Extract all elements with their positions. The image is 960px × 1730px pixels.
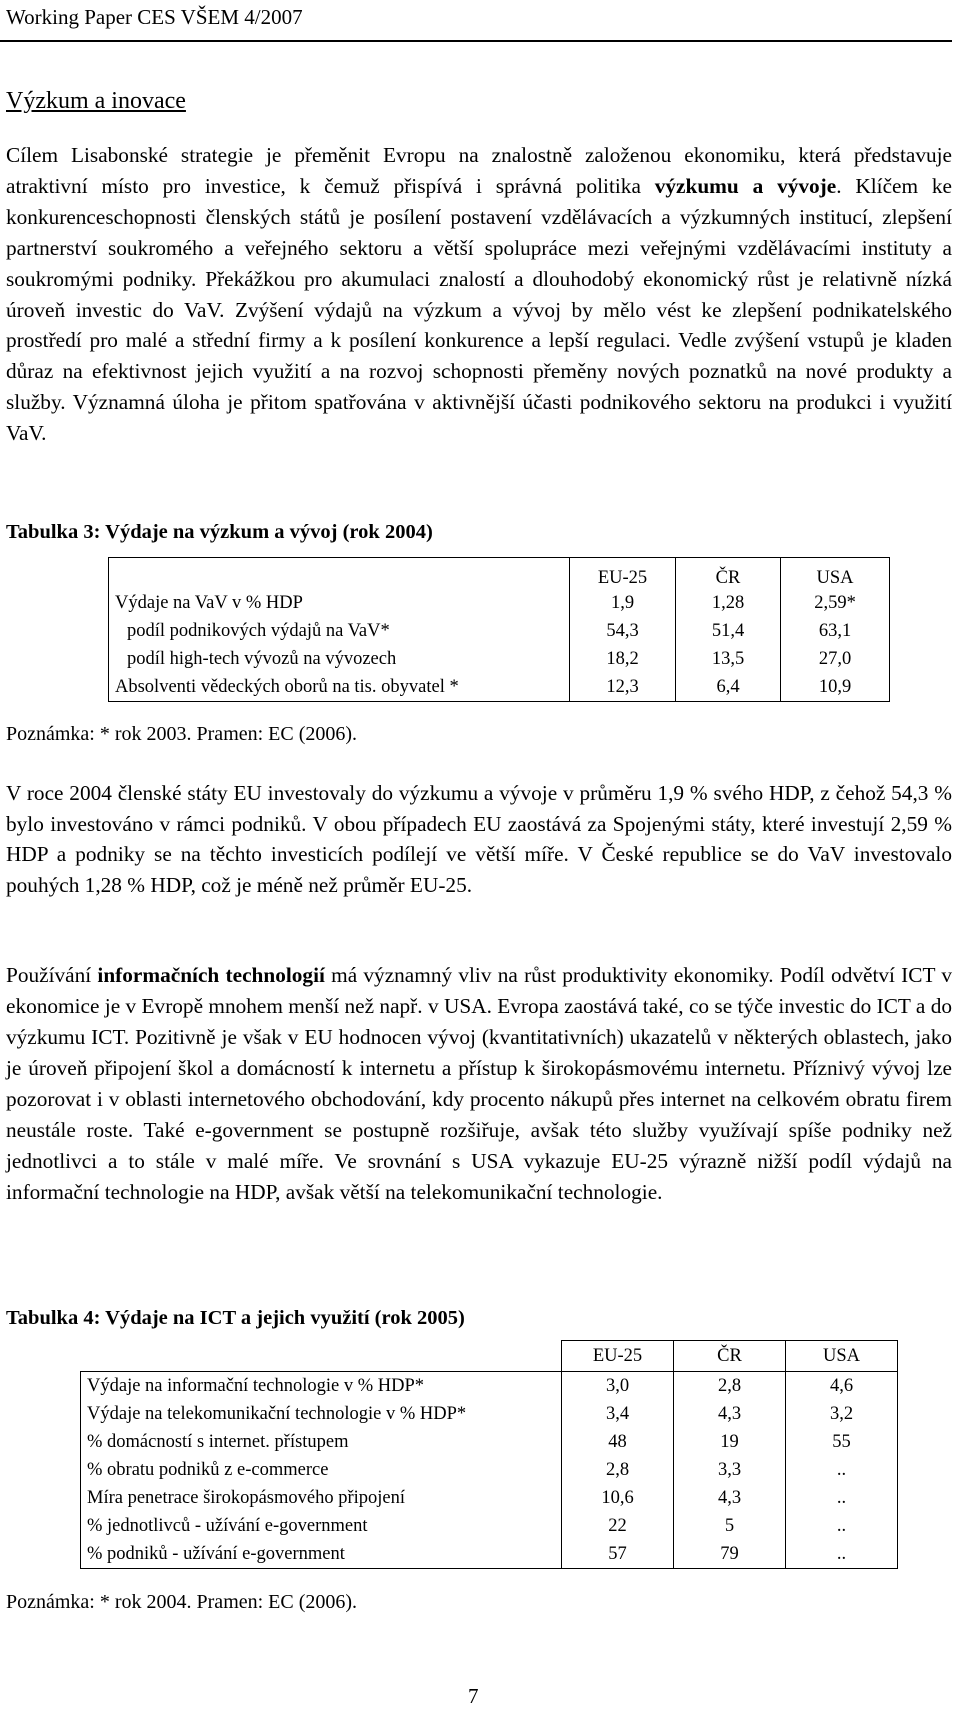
cell: 12,3 (570, 673, 676, 702)
cell: 57 (562, 1540, 674, 1569)
paragraph-ict (6, 960, 952, 1208)
table3-col-header: USA (781, 558, 890, 590)
cell: 3,2 (786, 1400, 898, 1428)
row-label: Výdaje na telekomunikační technologie v % HDP* (81, 1400, 562, 1428)
section-title: Výzkum a inovace (6, 88, 186, 114)
row-label: Výdaje na informační technologie v % HDP* (81, 1372, 562, 1401)
row-label: Výdaje na VaV v % HDP (109, 589, 570, 617)
table3-caption: Tabulka 3: Výdaje na výzkum a vývoj (rok 2004) (6, 521, 433, 543)
row-label: podíl high-tech vývozů na vývozech (109, 645, 570, 673)
cell: 79 (674, 1540, 786, 1569)
table3-col-header: EU-25 (570, 558, 676, 590)
cell: .. (786, 1512, 898, 1540)
cell: .. (786, 1540, 898, 1569)
cell: .. (786, 1484, 898, 1512)
paragraph-lisbon-strategy (6, 140, 952, 449)
table-row (109, 589, 890, 617)
table3 (108, 557, 890, 702)
cell: 3,3 (674, 1456, 786, 1484)
cell: 3,4 (562, 1400, 674, 1428)
table-row (109, 617, 890, 645)
cell: 10,9 (781, 673, 890, 702)
cell: 4,3 (674, 1484, 786, 1512)
cell: 13,5 (676, 645, 781, 673)
table4 (80, 1340, 898, 1569)
cell: .. (786, 1456, 898, 1484)
paragraph-text: . Klíčem ke konkurenceschopnosti členských států je posílení postavení vzdělávacích a výzkumných institucí, zlepšení partnerství soukromého a veřejného sektoru a větší spolupráce mezi veřejnými vzdělávacími instituty a soukromými podniky. Překážkou pro akumulaci znalostí a dlouhodobý ekonomický růst je relativně nízká úroveň investic do VaV. Zvýšení výdajů na výzkum a vývoj by mělo vést ke zlepšení podnikatelského prostředí pro malé a střední firmy a k posílení konkurence a lepší regulaci. Vedle zvýšení vstupů je kladen důraz na efektivnost jejich využití a na rozvoj schopnosti přeměny nových poznatků na nové produkty a služby. Významná úloha je přitom spatřována v aktivnější účasti podnikového sektoru na produkci i využití VaV. (6, 173, 952, 446)
row-label: % podniků - užívání e-government (81, 1540, 562, 1569)
table-row (81, 1512, 898, 1540)
table-row (109, 673, 890, 702)
table-row (81, 1428, 898, 1456)
page-number: 7 (468, 1684, 479, 1708)
paragraph-text: Cílem Lisabonské strategie je přeměnit Evropu na znalostně založenou ekonomiku, která představuje atraktivní místo pro investice, k čemuž přispívá i správná politika (6, 143, 952, 198)
cell: 55 (786, 1428, 898, 1456)
table4-corner (81, 1341, 562, 1372)
row-label: Míra penetrace širokopásmového připojení (81, 1484, 562, 1512)
cell: 2,59* (781, 589, 890, 617)
cell: 5 (674, 1512, 786, 1540)
table3-col-header: ČR (676, 558, 781, 590)
cell: 6,4 (676, 673, 781, 702)
cell: 1,28 (676, 589, 781, 617)
paragraph-text: Používání (6, 963, 98, 987)
row-label: Absolventi vědeckých oborů na tis. obyvatel * (109, 673, 570, 702)
cell: 3,0 (562, 1372, 674, 1401)
cell: 48 (562, 1428, 674, 1456)
table-row (81, 1456, 898, 1484)
table3-header-row (109, 558, 890, 590)
table3-note: Poznámka: * rok 2003. Pramen: EC (2006). (6, 723, 358, 745)
paragraph-rd-spending: V roce 2004 členské státy EU investovaly do výzkumu a vývoje v průměru 1,9 % svého HDP, z čehož 54,3 % bylo investováno v rámci podniků. V obou případech EU zaostává za Spojenými státy, které investují 2,59 % HDP a podniky se na těchto investicích podílejí ve větší míře. V České republice se do VaV investovalo pouhých 1,28 % HDP, což je méně než průměr EU-25. (6, 781, 952, 897)
row-label: % domácností s internet. přístupem (81, 1428, 562, 1456)
cell: 51,4 (676, 617, 781, 645)
cell: 63,1 (781, 617, 890, 645)
cell: 4,6 (786, 1372, 898, 1401)
table-row (81, 1484, 898, 1512)
cell: 19 (674, 1428, 786, 1456)
table-row (81, 1372, 898, 1401)
table4-caption: Tabulka 4: Výdaje na ICT a jejich využití (rok 2005) (6, 1307, 465, 1329)
running-header: Working Paper CES VŠEM 4/2007 (6, 5, 303, 29)
paragraph-text: má významný vliv na růst produktivity ekonomiky. Podíl odvětví ICT v ekonomice je v Evropě mnohem menší než např. v USA. Evropa zaostává také, co se týče investic do ICT a do výzkumu ICT. Pozitivně je však v EU hodnocen vývoj (kvantitativních) ukazatelů v některých oblastech, jako je úroveň připojení škol a domácností k internetu a přístup k širokopásmovému internetu. Příznivý vývoj lze pozorovat i v oblasti internetového obchodování, kdy procento nákupů přes internet na celkovém obratu firem neustále roste. Také e-government se postupně rozšiřuje, avšak této služby využívají spíše podniky než jednotlivci a to stále v malé míře. Ve srovnání s USA vykazuje EU-25 výrazně nižší podíl výdajů na informační technologie na HDP, avšak větší na telekomunikační technologie. (6, 963, 952, 1204)
table4-col-header: EU-25 (562, 1341, 674, 1372)
table-row (109, 645, 890, 673)
cell: 1,9 (570, 589, 676, 617)
row-label: % jednotlivců - užívání e-government (81, 1512, 562, 1540)
cell: 4,3 (674, 1400, 786, 1428)
cell: 2,8 (562, 1456, 674, 1484)
table3-corner (109, 558, 570, 590)
cell: 27,0 (781, 645, 890, 673)
row-label: podíl podnikových výdajů na VaV* (109, 617, 570, 645)
table4-note: Poznámka: * rok 2004. Pramen: EC (2006). (6, 1591, 358, 1613)
row-label: % obratu podniků z e-commerce (81, 1456, 562, 1484)
header-rule (0, 40, 952, 42)
cell: 22 (562, 1512, 674, 1540)
cell: 18,2 (570, 645, 676, 673)
table4-header-row (81, 1341, 898, 1372)
table-row (81, 1540, 898, 1569)
cell: 10,6 (562, 1484, 674, 1512)
bold-term: informačních technologií (97, 963, 325, 987)
cell: 2,8 (674, 1372, 786, 1401)
bold-term: výzkumu a vývoje (654, 173, 837, 198)
cell: 54,3 (570, 617, 676, 645)
table-row (81, 1400, 898, 1428)
table4-col-header: USA (786, 1341, 898, 1372)
table4-col-header: ČR (674, 1341, 786, 1372)
